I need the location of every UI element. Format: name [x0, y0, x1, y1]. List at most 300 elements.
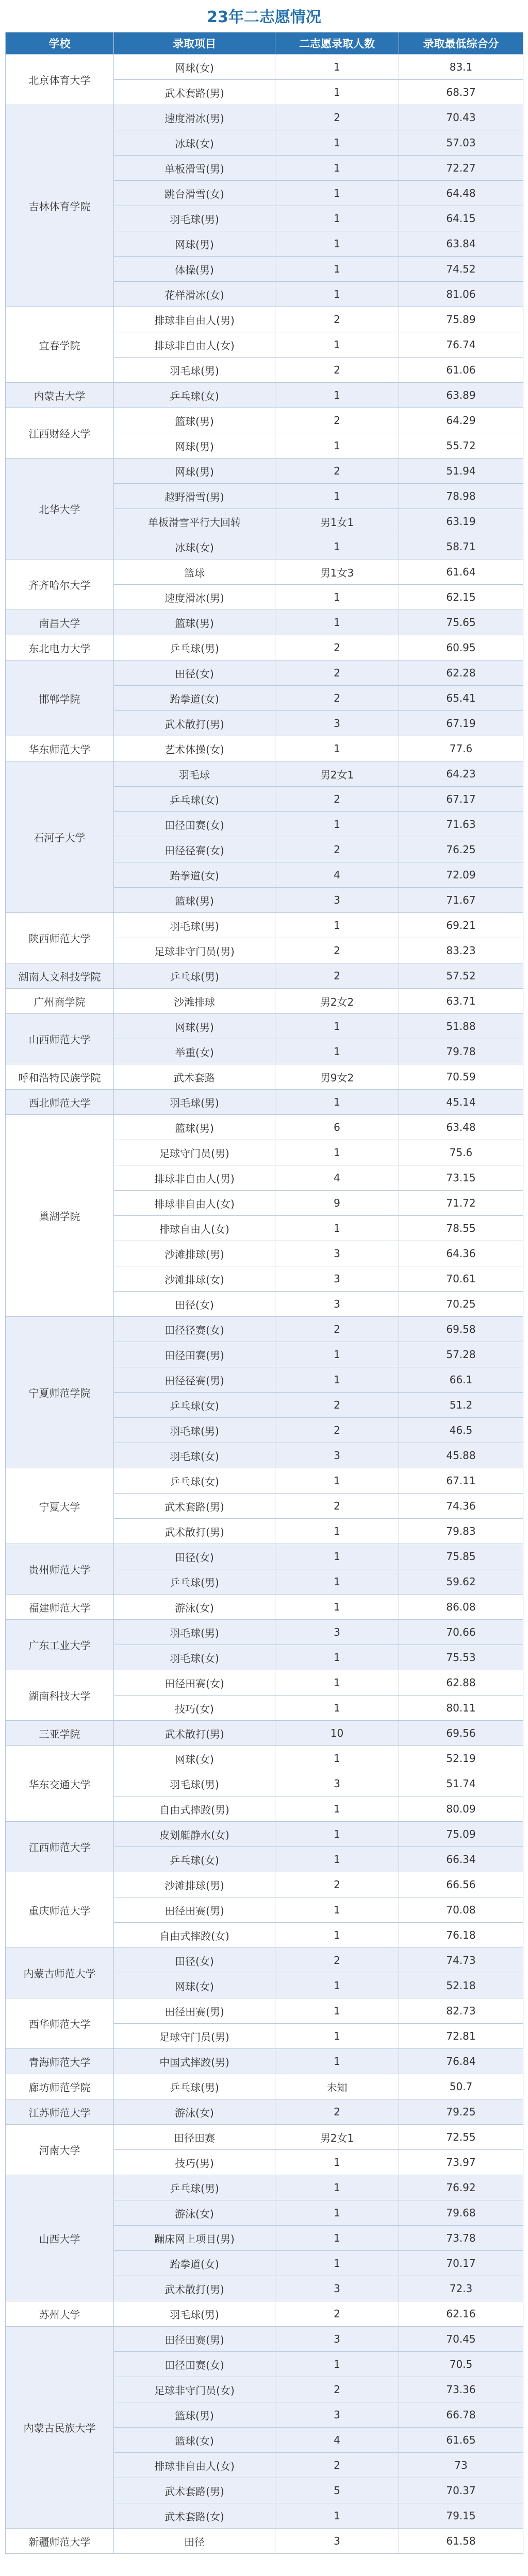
table-row — [6, 736, 523, 761]
program-cell: 乒乓球(女) — [114, 1847, 275, 1872]
score-cell: 51.94 — [399, 459, 523, 484]
count-cell: 10 — [275, 1721, 399, 1746]
score-cell: 71.72 — [399, 1191, 523, 1216]
school-cell: 广东工业大学 — [6, 1620, 114, 1670]
count-cell: 3 — [275, 1292, 399, 1317]
score-cell: 64.29 — [399, 408, 523, 433]
count-cell: 2 — [275, 1418, 399, 1443]
count-cell: 4 — [275, 2428, 399, 2453]
count-cell: 1 — [275, 484, 399, 509]
score-cell: 71.67 — [399, 888, 523, 913]
program-cell: 游泳(女) — [114, 2099, 275, 2125]
table-row — [6, 1014, 523, 1039]
score-cell: 72.09 — [399, 862, 523, 888]
program-cell: 越野滑雪(男) — [114, 484, 275, 509]
score-cell: 64.15 — [399, 206, 523, 231]
program-cell: 跆拳道(女) — [114, 2251, 275, 2276]
count-cell: 2 — [275, 1393, 399, 1418]
count-cell: 1 — [275, 1998, 399, 2024]
school-cell: 北京体育大学 — [6, 55, 114, 105]
score-cell: 61.58 — [399, 2529, 523, 2554]
header-row — [6, 32, 523, 55]
page-title: 23年二志愿情况 — [207, 8, 321, 26]
program-cell: 沙滩排球(男) — [114, 1872, 275, 1897]
program-cell: 羽毛球(男) — [114, 1771, 275, 1797]
score-cell: 62.88 — [399, 1670, 523, 1696]
school-cell: 福建师范大学 — [6, 1595, 114, 1620]
program-cell: 速度滑冰(男) — [114, 105, 275, 130]
program-cell: 乒乓球(女) — [114, 1393, 275, 1418]
count-cell: 1 — [275, 2200, 399, 2226]
program-cell: 田径田赛(男) — [114, 2327, 275, 2352]
count-cell: 2 — [275, 963, 399, 989]
program-cell: 网球(男) — [114, 459, 275, 484]
program-cell: 羽毛球(男) — [114, 358, 275, 383]
count-cell: 3 — [275, 888, 399, 913]
count-cell: 1 — [275, 282, 399, 307]
count-cell: 2 — [275, 2301, 399, 2327]
table-row — [6, 989, 523, 1014]
score-cell: 83.23 — [399, 938, 523, 963]
count-cell: 2 — [275, 408, 399, 433]
count-cell: 1 — [275, 433, 399, 459]
school-cell: 陕西师范大学 — [6, 913, 114, 963]
header-count: 二志愿录取人数 — [275, 32, 399, 55]
score-cell: 52.19 — [399, 1746, 523, 1771]
table-row — [6, 560, 523, 585]
table-row — [6, 1064, 523, 1090]
score-cell: 70.25 — [399, 1292, 523, 1317]
program-cell: 田径田赛(男) — [114, 1998, 275, 2024]
count-cell: 2 — [275, 2453, 399, 2478]
count-cell: 1 — [275, 1645, 399, 1670]
table-row — [6, 2301, 523, 2327]
program-cell: 网球(女) — [114, 1973, 275, 1998]
count-cell: 3 — [275, 1443, 399, 1468]
count-cell: 1 — [275, 585, 399, 610]
count-cell: 2 — [275, 787, 399, 812]
count-cell: 未知 — [275, 2074, 399, 2099]
count-cell: 2 — [275, 2377, 399, 2402]
score-cell: 73.78 — [399, 2226, 523, 2251]
program-cell: 篮球(男) — [114, 1115, 275, 1140]
school-cell: 邯郸学院 — [6, 660, 114, 736]
table-row — [6, 459, 523, 484]
table-row — [6, 2074, 523, 2099]
count-cell: 1 — [275, 1595, 399, 1620]
score-cell: 79.83 — [399, 1519, 523, 1544]
count-cell: 1 — [275, 1519, 399, 1544]
program-cell: 篮球(男) — [114, 610, 275, 635]
program-cell: 网球(女) — [114, 1746, 275, 1771]
school-cell: 内蒙古大学 — [6, 383, 114, 408]
program-cell: 武术散打(男) — [114, 1721, 275, 1746]
program-cell: 排球非自由人(男) — [114, 307, 275, 332]
school-cell: 东北电力大学 — [6, 635, 114, 660]
program-cell: 羽毛球(男) — [114, 913, 275, 938]
count-cell: 2 — [275, 1872, 399, 1897]
admission-table — [5, 32, 523, 2554]
program-cell: 羽毛球(女) — [114, 1645, 275, 1670]
program-cell: 游泳(女) — [114, 2200, 275, 2226]
table-row — [6, 2175, 523, 2200]
score-cell: 76.84 — [399, 2049, 523, 2074]
count-cell: 5 — [275, 2478, 399, 2503]
program-cell: 篮球(男) — [114, 2402, 275, 2428]
program-cell: 田径田赛 — [114, 2125, 275, 2150]
school-cell: 内蒙古师范大学 — [6, 1948, 114, 1998]
score-cell: 62.15 — [399, 585, 523, 610]
program-cell: 田径田赛(女) — [114, 812, 275, 837]
table-row — [6, 761, 523, 787]
program-cell: 羽毛球 — [114, 761, 275, 787]
score-cell: 57.03 — [399, 130, 523, 156]
school-cell: 吉林体育学院 — [6, 105, 114, 307]
table-row — [6, 963, 523, 989]
program-cell: 单板滑雪平行大回转 — [114, 509, 275, 534]
score-cell: 57.52 — [399, 963, 523, 989]
program-cell: 田径 — [114, 2529, 275, 2554]
count-cell: 2 — [275, 938, 399, 963]
score-cell: 61.06 — [399, 358, 523, 383]
count-cell: 男2女1 — [275, 761, 399, 787]
count-cell: 1 — [275, 2175, 399, 2200]
table-row — [6, 1721, 523, 1746]
count-cell: 1 — [275, 1670, 399, 1696]
program-cell: 武术散打(男) — [114, 2276, 275, 2301]
score-cell: 79.68 — [399, 2200, 523, 2226]
program-cell: 羽毛球(男) — [114, 1090, 275, 1115]
table-row — [6, 2049, 523, 2074]
program-cell: 田径(女) — [114, 1292, 275, 1317]
score-cell: 57.28 — [399, 1342, 523, 1367]
program-cell: 举重(女) — [114, 1039, 275, 1064]
school-cell: 湖南科技大学 — [6, 1670, 114, 1721]
program-cell: 乒乓球(男) — [114, 635, 275, 660]
table-row — [6, 383, 523, 408]
school-cell: 宜春学院 — [6, 307, 114, 383]
score-cell: 70.08 — [399, 1897, 523, 1923]
score-cell: 58.71 — [399, 534, 523, 560]
count-cell: 1 — [275, 2352, 399, 2377]
score-cell: 55.72 — [399, 433, 523, 459]
score-cell: 52.18 — [399, 1973, 523, 1998]
count-cell: 男1女3 — [275, 560, 399, 585]
score-cell: 50.7 — [399, 2074, 523, 2099]
score-cell: 72.27 — [399, 156, 523, 181]
school-cell: 巢湖学院 — [6, 1115, 114, 1317]
table-row — [6, 2327, 523, 2352]
program-cell: 羽毛球(男) — [114, 206, 275, 231]
count-cell: 1 — [275, 610, 399, 635]
school-cell: 宁夏大学 — [6, 1468, 114, 1544]
school-cell: 湖南人文科技学院 — [6, 963, 114, 989]
program-cell: 技巧(男) — [114, 2150, 275, 2175]
score-cell: 59.62 — [399, 1569, 523, 1595]
program-cell: 体操(男) — [114, 257, 275, 282]
program-cell: 武术套路(男) — [114, 2478, 275, 2503]
count-cell: 2 — [275, 686, 399, 711]
score-cell: 72.3 — [399, 2276, 523, 2301]
table-row — [6, 307, 523, 332]
score-cell: 63.89 — [399, 383, 523, 408]
score-cell: 60.95 — [399, 635, 523, 660]
table-row — [6, 660, 523, 686]
table-row — [6, 610, 523, 635]
score-cell: 72.55 — [399, 2125, 523, 2150]
score-cell: 63.48 — [399, 1115, 523, 1140]
score-cell: 86.08 — [399, 1595, 523, 1620]
program-cell: 艺术体操(女) — [114, 736, 275, 761]
program-cell: 田径田赛(男) — [114, 1897, 275, 1923]
school-cell: 山西师范大学 — [6, 1014, 114, 1064]
score-cell: 70.17 — [399, 2251, 523, 2276]
program-cell: 足球非守门员(女) — [114, 2377, 275, 2402]
count-cell: 2 — [275, 635, 399, 660]
school-cell: 三亚学院 — [6, 1721, 114, 1746]
score-cell: 77.6 — [399, 736, 523, 761]
score-cell: 75.89 — [399, 307, 523, 332]
program-cell: 篮球(男) — [114, 408, 275, 433]
count-cell: 1 — [275, 812, 399, 837]
score-cell: 67.19 — [399, 711, 523, 736]
program-cell: 篮球(男) — [114, 888, 275, 913]
table-row — [6, 2125, 523, 2150]
program-cell: 乒乓球(女) — [114, 383, 275, 408]
score-cell: 80.09 — [399, 1797, 523, 1822]
program-cell: 冰球(女) — [114, 130, 275, 156]
score-cell: 51.2 — [399, 1393, 523, 1418]
score-cell: 66.1 — [399, 1367, 523, 1393]
program-cell: 田径田赛(女) — [114, 2352, 275, 2377]
count-cell: 1 — [275, 1468, 399, 1494]
program-cell: 田径田赛(男) — [114, 1342, 275, 1367]
score-cell: 76.18 — [399, 1923, 523, 1948]
score-cell: 63.19 — [399, 509, 523, 534]
count-cell: 1 — [275, 1797, 399, 1822]
school-cell: 重庆师范大学 — [6, 1872, 114, 1948]
program-cell: 田径(女) — [114, 1948, 275, 1973]
score-cell: 69.58 — [399, 1317, 523, 1342]
program-cell: 单板滑雪(男) — [114, 156, 275, 181]
count-cell: 1 — [275, 130, 399, 156]
score-cell: 66.56 — [399, 1872, 523, 1897]
table-row — [6, 105, 523, 130]
score-cell: 75.65 — [399, 610, 523, 635]
count-cell: 1 — [275, 2150, 399, 2175]
count-cell: 3 — [275, 1620, 399, 1645]
program-cell: 跆拳道(女) — [114, 862, 275, 888]
program-cell: 羽毛球(男) — [114, 2301, 275, 2327]
count-cell: 1 — [275, 1923, 399, 1948]
program-cell: 羽毛球(男) — [114, 1620, 275, 1645]
school-cell: 新疆师范大学 — [6, 2529, 114, 2554]
table-row — [6, 2529, 523, 2554]
program-cell: 跳台滑雪(女) — [114, 181, 275, 206]
score-cell: 80.11 — [399, 1696, 523, 1721]
count-cell: 3 — [275, 1266, 399, 1292]
count-cell: 1 — [275, 1973, 399, 1998]
count-cell: 1 — [275, 231, 399, 257]
score-cell: 82.73 — [399, 1998, 523, 2024]
count-cell: 3 — [275, 2529, 399, 2554]
program-cell: 田径(女) — [114, 1544, 275, 1569]
count-cell: 1 — [275, 1897, 399, 1923]
table-row — [6, 1595, 523, 1620]
count-cell: 1 — [275, 1140, 399, 1165]
school-cell: 山西大学 — [6, 2175, 114, 2301]
count-cell: 1 — [275, 534, 399, 560]
table-row — [6, 1872, 523, 1897]
score-cell: 45.88 — [399, 1443, 523, 1468]
score-cell: 70.45 — [399, 2327, 523, 2352]
score-cell: 78.55 — [399, 1216, 523, 1241]
count-cell: 3 — [275, 2402, 399, 2428]
count-cell: 男9女2 — [275, 1064, 399, 1090]
score-cell: 76.74 — [399, 332, 523, 358]
score-cell: 66.34 — [399, 1847, 523, 1872]
score-cell: 71.63 — [399, 812, 523, 837]
program-cell: 足球守门员(男) — [114, 1140, 275, 1165]
count-cell: 2 — [275, 2099, 399, 2125]
score-cell: 65.41 — [399, 686, 523, 711]
program-cell: 速度滑冰(男) — [114, 585, 275, 610]
count-cell: 1 — [275, 1746, 399, 1771]
count-cell: 1 — [275, 257, 399, 282]
header-program: 录取项目 — [114, 32, 275, 55]
school-cell: 华东交通大学 — [6, 1746, 114, 1822]
program-cell: 武术套路(男) — [114, 80, 275, 105]
score-cell: 62.28 — [399, 660, 523, 686]
count-cell: 1 — [275, 80, 399, 105]
count-cell: 2 — [275, 307, 399, 332]
school-cell: 河南大学 — [6, 2125, 114, 2175]
program-cell: 田径田赛(女) — [114, 1670, 275, 1696]
count-cell: 2 — [275, 837, 399, 862]
score-cell: 73.15 — [399, 1165, 523, 1191]
count-cell: 2 — [275, 105, 399, 130]
count-cell: 1 — [275, 1569, 399, 1595]
count-cell: 3 — [275, 1241, 399, 1266]
program-cell: 沙滩排球(男) — [114, 1241, 275, 1266]
score-cell: 79.78 — [399, 1039, 523, 1064]
program-cell: 沙滩排球 — [114, 989, 275, 1014]
program-cell: 花样滑冰(女) — [114, 282, 275, 307]
count-cell: 1 — [275, 1039, 399, 1064]
count-cell: 1 — [275, 181, 399, 206]
table-row — [6, 1948, 523, 1973]
score-cell: 73.97 — [399, 2150, 523, 2175]
count-cell: 男1女1 — [275, 509, 399, 534]
count-cell: 1 — [275, 736, 399, 761]
table-row — [6, 1620, 523, 1645]
table-row — [6, 635, 523, 660]
school-cell: 西北师范大学 — [6, 1090, 114, 1115]
score-cell: 74.36 — [399, 1494, 523, 1519]
count-cell: 1 — [275, 2049, 399, 2074]
count-cell: 1 — [275, 2024, 399, 2049]
program-cell: 田径(女) — [114, 660, 275, 686]
program-cell: 网球(男) — [114, 231, 275, 257]
score-cell: 75.85 — [399, 1544, 523, 1569]
count-cell: 1 — [275, 1544, 399, 1569]
school-cell: 宁夏师范学院 — [6, 1317, 114, 1468]
program-cell: 乒乓球(男) — [114, 1569, 275, 1595]
score-cell: 72.81 — [399, 2024, 523, 2049]
program-cell: 排球非自由人(女) — [114, 1191, 275, 1216]
count-cell: 1 — [275, 1367, 399, 1393]
count-cell: 2 — [275, 1317, 399, 1342]
table-row — [6, 1670, 523, 1696]
count-cell: 4 — [275, 862, 399, 888]
table-row — [6, 1090, 523, 1115]
score-cell: 70.61 — [399, 1266, 523, 1292]
score-cell: 64.36 — [399, 1241, 523, 1266]
score-cell: 70.59 — [399, 1064, 523, 1090]
program-cell: 田径径赛(女) — [114, 1317, 275, 1342]
school-cell: 呼和浩特民族学院 — [6, 1064, 114, 1090]
count-cell: 1 — [275, 383, 399, 408]
school-cell: 北华大学 — [6, 459, 114, 560]
score-cell: 51.88 — [399, 1014, 523, 1039]
score-cell: 75.09 — [399, 1822, 523, 1847]
table-row — [6, 1822, 523, 1847]
program-cell: 冰球(女) — [114, 534, 275, 560]
score-cell: 68.37 — [399, 80, 523, 105]
score-cell: 66.78 — [399, 2402, 523, 2428]
score-cell: 74.73 — [399, 1948, 523, 1973]
program-cell: 羽毛球(女) — [114, 1443, 275, 1468]
program-cell: 自由式摔跤(女) — [114, 1923, 275, 1948]
program-cell: 乒乓球(男) — [114, 2175, 275, 2200]
count-cell: 1 — [275, 1090, 399, 1115]
table-row — [6, 1998, 523, 2024]
score-cell: 81.06 — [399, 282, 523, 307]
program-cell: 游泳(女) — [114, 1595, 275, 1620]
score-cell: 73.36 — [399, 2377, 523, 2402]
score-cell: 79.15 — [399, 2503, 523, 2529]
score-cell: 70.66 — [399, 1620, 523, 1645]
program-cell: 武术散打(男) — [114, 711, 275, 736]
score-cell: 45.14 — [399, 1090, 523, 1115]
count-cell: 2 — [275, 1948, 399, 1973]
school-cell: 华东师范大学 — [6, 736, 114, 761]
program-cell: 网球(女) — [114, 55, 275, 80]
table-row — [6, 2099, 523, 2125]
count-cell: 9 — [275, 1191, 399, 1216]
count-cell: 1 — [275, 1822, 399, 1847]
school-cell: 石河子大学 — [6, 761, 114, 913]
score-cell: 62.16 — [399, 2301, 523, 2327]
program-cell: 排球自由人(女) — [114, 1216, 275, 1241]
count-cell: 1 — [275, 206, 399, 231]
program-cell: 篮球(女) — [114, 2428, 275, 2453]
table-row — [6, 913, 523, 938]
program-cell: 中国式摔跤(男) — [114, 2049, 275, 2074]
count-cell: 1 — [275, 55, 399, 80]
school-cell: 江西财经大学 — [6, 408, 114, 459]
table-row — [6, 408, 523, 433]
score-cell: 67.11 — [399, 1468, 523, 1494]
program-cell: 武术散打(男) — [114, 1519, 275, 1544]
count-cell: 2 — [275, 660, 399, 686]
score-cell: 63.71 — [399, 989, 523, 1014]
program-cell: 网球(男) — [114, 433, 275, 459]
count-cell: 1 — [275, 1014, 399, 1039]
count-cell: 1 — [275, 2251, 399, 2276]
score-cell: 79.25 — [399, 2099, 523, 2125]
count-cell: 男2女1 — [275, 2125, 399, 2150]
